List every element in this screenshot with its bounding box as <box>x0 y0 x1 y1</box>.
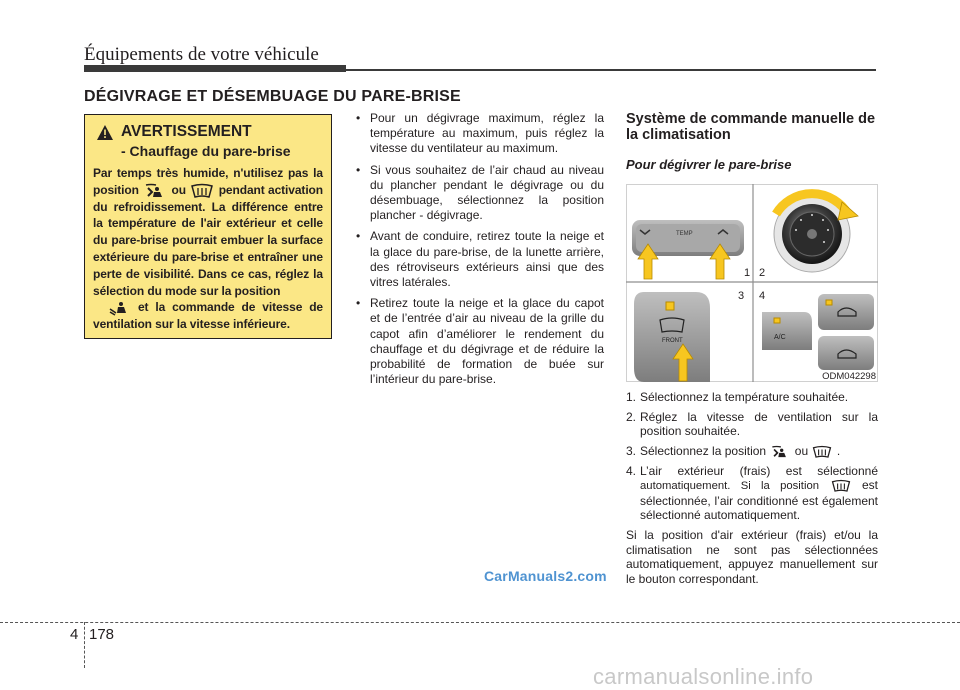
floor-mode-icon <box>107 300 131 316</box>
svg-text:4: 4 <box>759 290 766 302</box>
subsection-title: Système de commande manuelle de la climatisation <box>626 111 876 143</box>
step-item: 4. L’air extérieur (frais) est sélectionné automatiquement. Si la position est sélectionnée, l’air conditionné est également sélectionné automatiquement. <box>626 463 878 523</box>
step-item: 1. Sélectionnez la température souhaitée. <box>626 390 849 404</box>
step-item: 2. Réglez la vitesse de ventilation sur la position souhaitée. <box>626 409 878 439</box>
climate-control-illustration <box>626 184 878 382</box>
figure-code: ODM042298 <box>822 371 876 382</box>
warning-text-part3: et la commande de vitesse de ventilation sur la vitesse inférieure. <box>93 300 324 332</box>
climate-control-figure <box>626 184 878 382</box>
steps-list <box>626 390 878 523</box>
temp-label: TEMP <box>676 231 693 237</box>
warning-header <box>93 123 323 165</box>
step-text: Sélectionnez la température souhaitée. <box>640 390 849 404</box>
footer-divider <box>0 622 960 623</box>
note-paragraph: Si la position d'air extérieur (frais) et/ou la climatisation ne sont pas sélectionnées automatiquement, appuyez manuellement sur le bouton correspondant. <box>626 527 878 586</box>
defrost-mode-icon <box>189 183 215 199</box>
warning-text-part1: Par temps très humide, n'utilisez pas la position <box>93 166 323 197</box>
page-number: 178 <box>89 626 115 643</box>
step-item: 3. Sélectionnez la position ou . <box>626 443 841 458</box>
defrost-mode-icon <box>830 479 852 493</box>
warning-subtitle: - Chauffage du pare-brise <box>121 143 291 159</box>
step-text: Réglez la vitesse de ventilation sur la position souhaitée. <box>640 409 878 439</box>
page-header-title: Équipements de votre véhicule <box>84 44 319 65</box>
warning-title: AVERTISSEMENT <box>121 123 252 140</box>
front-label: FRONT <box>662 338 683 344</box>
ac-label: A/C <box>774 334 786 341</box>
bullet-item: • Retirez toute la neige et la glace du capot et de l’entrée d’air au niveau de la grille du capot afin d’améliorer le rendement du chauffage et du dégivrage et de réduire la probabilité de formation de buée sur l’intérieur du pare-brise. <box>354 296 604 387</box>
recirc-button <box>818 294 874 330</box>
svg-text:1: 1 <box>744 267 751 279</box>
defrost-mode-icon <box>811 445 833 459</box>
middle-column <box>354 111 604 393</box>
header-bar <box>84 65 346 72</box>
warning-text <box>93 165 323 333</box>
header-rule <box>346 69 876 71</box>
fresh-air-button <box>818 336 874 370</box>
floor-defrost-mode-icon <box>142 183 168 199</box>
warning-text-part2: pendant activation du refroidissement. La différence entre la température de l'air extérieur et celle du pare-brise pourrait embuer la surface extérieure du pare-brise et entraîner une perte de visibilité. Dans ce cas, réglez la sélection du mode sur la position <box>93 182 324 298</box>
footer-vertical-divider <box>84 622 85 668</box>
floor-defrost-mode-icon <box>769 445 791 459</box>
warning-text-or: ou <box>171 182 187 197</box>
section-title: DÉGIVRAGE ET DÉSEMBUAGE DU PARE-BRISE <box>84 88 461 105</box>
ac-button <box>762 312 812 350</box>
bullet-item: • Si vous souhaitez de l’air chaud au niveau du plancher pendant le dégivrage ou du désembuage, sélectionnez la position plancher - dégivrage. <box>354 163 604 224</box>
bullet-item: • Pour un dégivrage maximum, réglez la température au maximum, puis réglez la vitesse du ventilateur au maximum. <box>354 111 604 157</box>
warning-box <box>84 114 332 339</box>
bullet-item: • Avant de conduire, retirez toute la neige et la glace du pare-brise, de la lunette arrière, des rétroviseurs extérieurs ainsi que des vitres latérales. <box>354 229 604 290</box>
svg-text:2: 2 <box>759 267 766 279</box>
chapter-number: 4 <box>70 626 79 643</box>
right-column <box>626 111 878 598</box>
carmanuals-watermark[interactable]: CarManuals2.com <box>484 568 607 584</box>
subsection-italic-title: Pour dégivrer le pare-brise <box>626 157 792 172</box>
warning-triangle-icon <box>97 125 113 140</box>
site-watermark[interactable]: carmanualsonline.info <box>593 664 814 689</box>
svg-text:3: 3 <box>738 290 745 302</box>
